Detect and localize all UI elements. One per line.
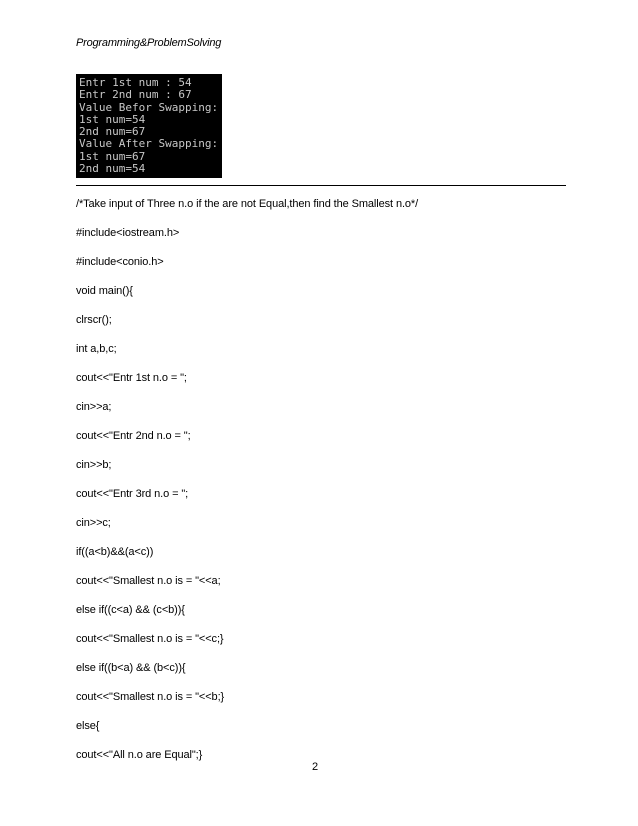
code-line: cin>>b;	[76, 459, 112, 471]
code-line: else if((b<a) && (b<c)){	[76, 662, 186, 674]
code-line: else if((c<a) && (c<b)){	[76, 604, 185, 616]
console-line: Value After Swapping:	[79, 137, 219, 151]
code-line: cin>>c;	[76, 517, 111, 529]
code-line: #include<iostream.h>	[76, 227, 180, 239]
code-line: if((a<b)&&(a<c))	[76, 546, 154, 558]
code-line: clrscr();	[76, 314, 112, 326]
code-line: cout<<"All n.o are Equal";}	[76, 749, 203, 761]
console-line: 2nd num=67	[79, 125, 146, 139]
code-line: cout<<"Entr 1st n.o = ";	[76, 372, 187, 384]
console-line: Value Befor Swapping:	[79, 100, 219, 114]
code-line: cout<<"Smallest n.o is = "<<a;	[76, 575, 221, 587]
code-comment-line: /*Take input of Three n.o if the are not Equal,then find the Smallest n.o*/	[76, 198, 419, 210]
console-line: Entr 1st num : 54	[79, 76, 192, 89]
console-line: 1st num=54	[79, 112, 146, 126]
console-line: 2nd num=54	[79, 162, 146, 176]
code-line: cout<<"Smallest n.o is = "<<b;}	[76, 691, 225, 703]
code-line: int a,b,c;	[76, 343, 117, 355]
code-line: cout<<"Entr 2nd n.o = ";	[76, 430, 191, 442]
code-line: void main(){	[76, 285, 133, 297]
console-output-screenshot	[76, 74, 222, 178]
code-line: else{	[76, 720, 100, 732]
code-line: cout<<"Entr 3rd n.o = ";	[76, 488, 189, 500]
code-line: #include<conio.h>	[76, 256, 164, 268]
code-line: cin>>a;	[76, 401, 112, 413]
code-line: cout<<"Smallest n.o is = "<<c;}	[76, 633, 224, 645]
horizontal-divider	[76, 185, 566, 186]
page-number: 2	[312, 761, 319, 773]
running-header: Programming&ProblemSolving	[76, 37, 222, 49]
console-line: 1st num=67	[79, 149, 146, 163]
console-line: Entr 2nd num : 67	[79, 88, 192, 102]
